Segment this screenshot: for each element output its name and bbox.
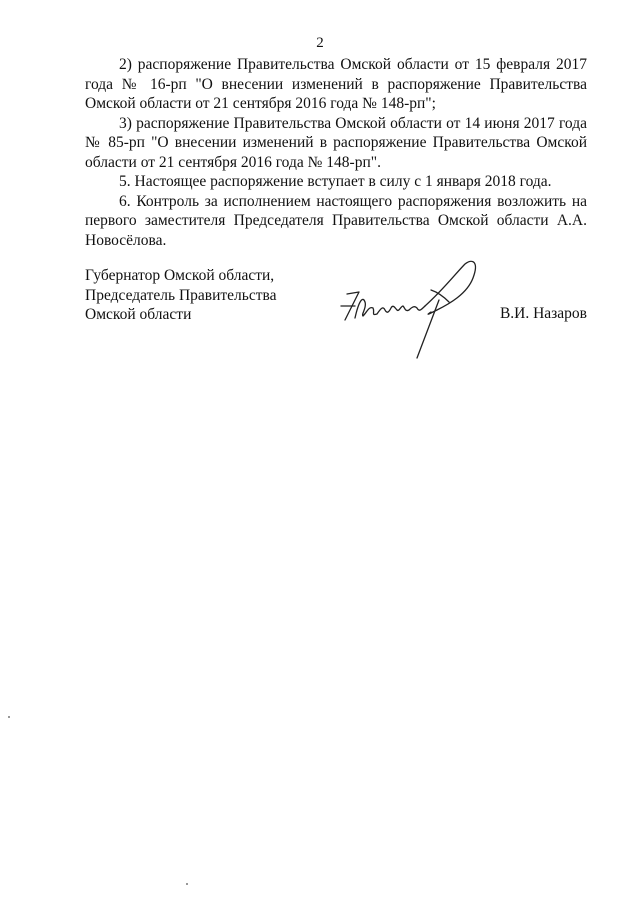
signature-stroke xyxy=(417,300,439,358)
signature-stroke xyxy=(355,299,425,318)
paragraph-item-6: 6. Контроль за исполнением настоящего распоряжения возложить на первого заместителя Председателя Правительства Омской области А.А. Новосёлова. xyxy=(85,192,587,249)
position-line: Председатель Правительства xyxy=(85,286,277,304)
scan-speck xyxy=(8,716,10,718)
handwritten-signature xyxy=(333,250,483,360)
paragraph-item-3: 3) распоряжение Правительства Омской области от 14 июня 2017 года № 85-рп "О внесении изменений в распоряжение Правительства Омской области от 21 сентября 2016 года № 148-рп". xyxy=(85,114,587,171)
position-line: Губернатор Омской области, xyxy=(85,267,275,284)
paragraph-item-2: 2) распоряжение Правительства Омской области от 15 февраля 2017 года № 16-рп "О внесении изменений в распоряжение Правительства Омской области от 21 сентября 2016 года № 148-рп"; xyxy=(85,56,587,112)
scan-speck xyxy=(186,883,188,885)
signatory-name: В.И. Назаров xyxy=(499,305,587,322)
position-line: Омской области xyxy=(85,306,192,323)
signatory-position xyxy=(85,266,315,325)
page-number: 2 xyxy=(316,35,324,51)
paragraph-item-5: 5. Настоящее распоряжение вступает в силу с 1 января 2018 года. xyxy=(119,173,552,190)
signature-stroke xyxy=(425,261,475,314)
document-body xyxy=(85,55,587,250)
